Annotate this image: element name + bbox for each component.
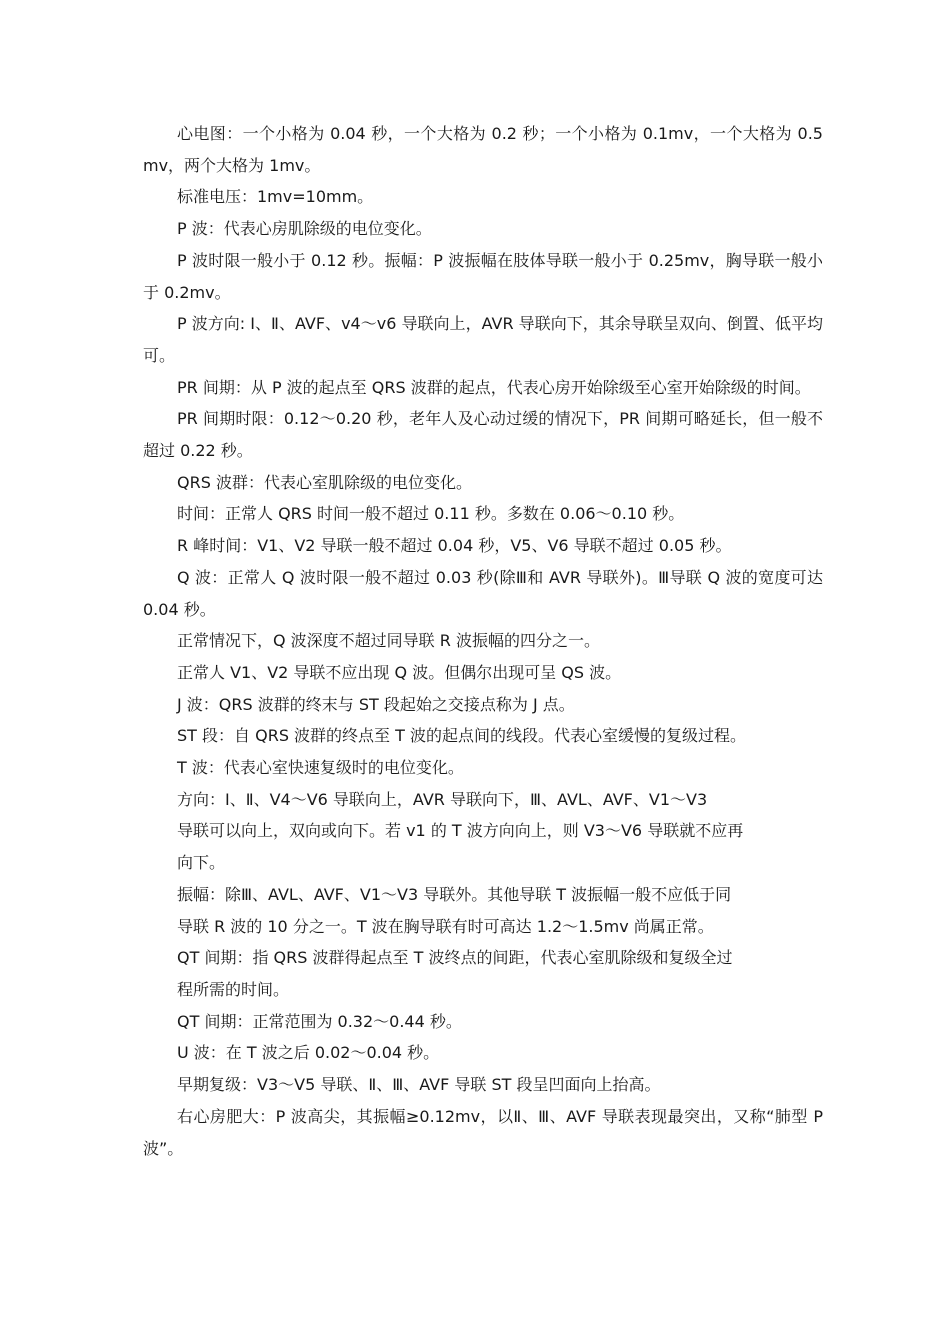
paragraph: PR 间期：从 P 波的起点至 QRS 波群的起点，代表心房开始除级至心室开始除级的时间。 (177, 377, 811, 397)
paragraph: 正常人 V1、V2 导联不应出现 Q 波。但偶尔出现可呈 QS 波。 (177, 662, 622, 682)
paragraph: Q 波：正常人 Q 波时限一般不超过 0.03 秒(除Ⅲ和 AVR 导联外)。Ⅲ导联 Q 波的宽度可达 0.04 秒。 (143, 567, 823, 619)
paragraph: QRS 波群：代表心室肌除级的电位变化。 (177, 472, 472, 492)
document-body (143, 118, 823, 1164)
paragraph: QT 间期：指 QRS 波群得起点至 T 波终点的间距，代表心室肌除级和复级全过 (177, 948, 733, 968)
paragraph: 导联 R 波的 10 分之一。T 波在胸导联有时可高达 1.2～1.5mv 尚属正常。 (177, 916, 714, 936)
paragraph: T 波：代表心室快速复级时的电位变化。 (177, 758, 464, 778)
paragraph: U 波：在 T 波之后 0.02～0.04 秒。 (177, 1043, 440, 1063)
paragraph: 心电图：一个小格为 0.04 秒，一个大格为 0.2 秒；一个小格为 0.1mv，一个大格为 0.5mv，两个大格为 1mv。 (143, 124, 823, 175)
paragraph: 早期复级：V3～V5 导联、Ⅱ、Ⅲ、AVF 导联 ST 段呈凹面向上抬高。 (177, 1075, 661, 1095)
paragraph: ST 段：自 QRS 波群的终点至 T 波的起点间的线段。代表心室缓慢的复级过程。 (177, 726, 747, 746)
paragraph: 时间：正常人 QRS 时间一般不超过 0.11 秒。多数在 0.06～0.10 秒。 (177, 504, 685, 524)
paragraph: R 峰时间：V1、V2 导联一般不超过 0.04 秒，V5、V6 导联不超过 0.05 秒。 (177, 536, 732, 556)
paragraph: P 波时限一般小于 0.12 秒。振幅：P 波振幅在肢体导联一般小于 0.25mv，胸导联一般小于 0.2mv。 (143, 250, 823, 302)
paragraph: 正常情况下，Q 波深度不超过同导联 R 波振幅的四分之一。 (177, 631, 600, 651)
paragraph: P 波：代表心房肌除级的电位变化。 (177, 219, 432, 239)
paragraph: 向下。 (177, 853, 226, 873)
paragraph: 标准电压：1mv=10mm。 (177, 187, 374, 207)
paragraph: 导联可以向上，双向或向下。若 v1 的 T 波方向向上，则 V3～V6 导联就不应再 (177, 821, 744, 841)
paragraph: 右心房肥大：P 波高尖，其振幅≥0.12mv，以Ⅱ、Ⅲ、AVF 导联表现最突出，又称“肺型 P 波”。 (143, 1106, 823, 1158)
paragraph: 振幅：除Ⅲ、AVL、AVF、V1～V3 导联外。其他导联 T 波振幅一般不应低于同 (177, 884, 732, 904)
paragraph: 方向：Ⅰ、Ⅱ、V4～V6 导联向上，AVR 导联向下，Ⅲ、AVL、AVF、V1～V3 (177, 789, 708, 809)
paragraph: J 波：QRS 波群的终末与 ST 段起始之交接点称为 J 点。 (177, 694, 575, 714)
paragraph: QT 间期：正常范围为 0.32～0.44 秒。 (177, 1011, 462, 1031)
paragraph: 程所需的时间。 (177, 979, 290, 999)
paragraph: P 波方向: Ⅰ、Ⅱ、AVF、v4～v6 导联向上，AVR 导联向下，其余导联呈双向、倒置、低平均可。 (143, 314, 823, 365)
paragraph: PR 间期时限：0.12～0.20 秒，老年人及心动过缓的情况下，PR 间期可略延长，但一般不超过 0.22 秒。 (143, 409, 823, 461)
